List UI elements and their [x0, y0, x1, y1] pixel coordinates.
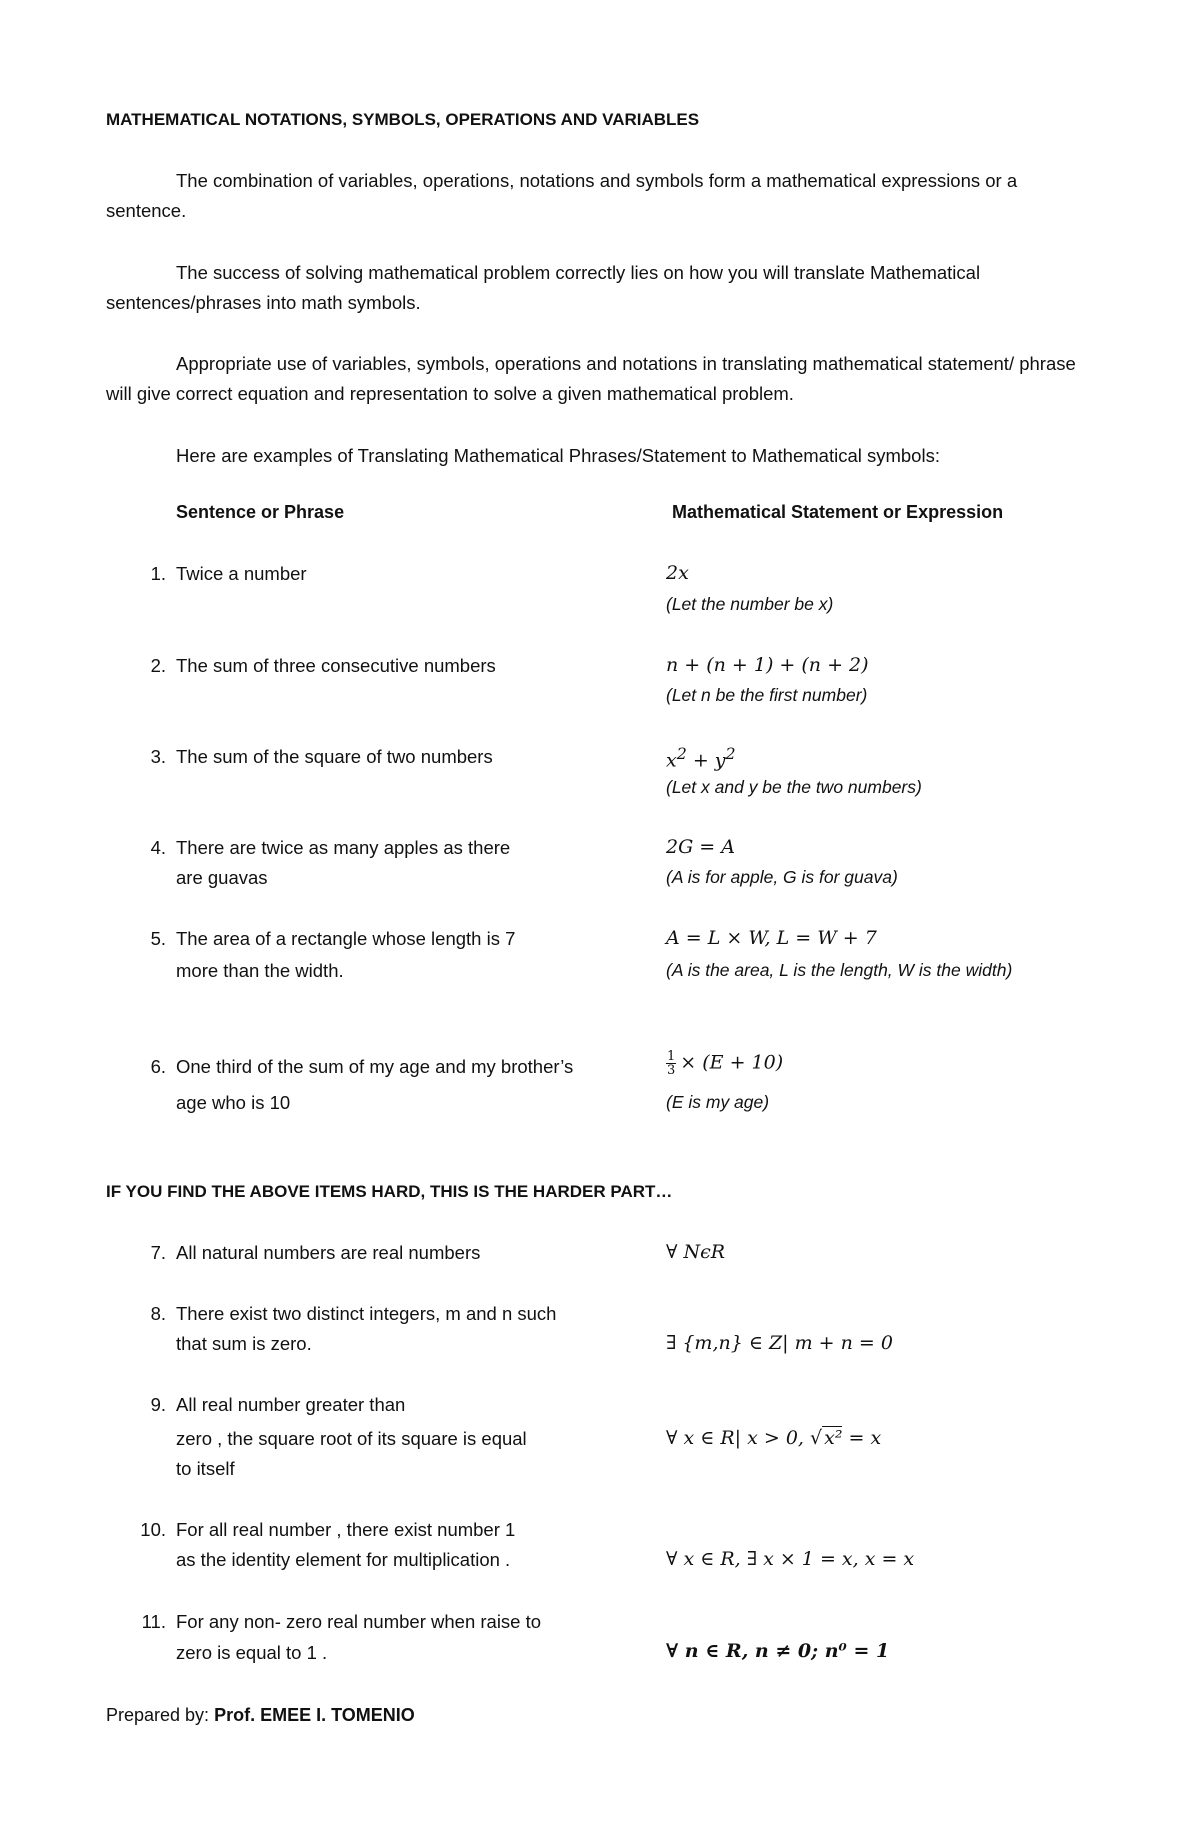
- fraction: [666, 1050, 676, 1077]
- item-sentence: One third of the sum of my age and my brother’s: [176, 1056, 574, 1077]
- item-note: (Let x and y be the two numbers): [666, 777, 922, 797]
- item-expression: n + (n + 1) + (n + 2): [666, 654, 869, 676]
- paragraph-2: The success of solving mathematical problem correctly lies on how you will translate Mathematical sentences/phrases into math symbols.: [106, 262, 981, 313]
- item-sentence: There exist two distinct integers, m and n such: [176, 1303, 557, 1324]
- item-expression: ∀ n ∈ R, n ≠ 0; n⁰ = 1: [666, 1640, 890, 1662]
- item-number: 8.: [150, 1303, 166, 1324]
- item-sentence: All natural numbers are real numbers: [176, 1242, 481, 1263]
- fraction-denominator: 3: [667, 1063, 676, 1078]
- item-sentence: are guavas: [176, 867, 268, 888]
- item-note: (E is my age): [666, 1092, 770, 1112]
- footer: [106, 1705, 415, 1726]
- item-number: 7.: [150, 1242, 166, 1263]
- item-expression: [666, 744, 736, 771]
- item-expression: [666, 1427, 881, 1449]
- item-note: (A is the area, L is the length, W is the width): [666, 960, 1013, 980]
- item-number: 9.: [150, 1394, 166, 1415]
- item-expression: A = L × W, L = W + 7: [666, 927, 877, 949]
- item-sentence: The sum of three consecutive numbers: [176, 655, 496, 676]
- item-expression: 2G = A: [666, 836, 735, 858]
- item-sentence: For all real number , there exist number 1: [176, 1519, 516, 1540]
- item-number: 6.: [150, 1056, 166, 1077]
- document-page: [106, 0, 1106, 1835]
- item-sentence: to itself: [176, 1458, 235, 1479]
- paragraph-1: The combination of variables, operations, notations and symbols form a mathematical expressions or a sentence.: [106, 170, 1018, 221]
- item-note: (Let n be the first number): [666, 685, 868, 705]
- paragraph-3: Appropriate use of variables, symbols, operations and notations in translating mathematical statement/ phrase will give correct equation and representation to solve a given mathematical problem.: [106, 353, 1076, 404]
- item-number: 3.: [150, 746, 166, 767]
- item-number: 10.: [140, 1519, 166, 1540]
- item-number: 4.: [150, 837, 166, 858]
- item-note: (A is for apple, G is for guava): [666, 867, 898, 887]
- item-sentence: Twice a number: [176, 563, 307, 584]
- item-expression: ∃ {m,n} ∈ Z| m + n = 0: [666, 1332, 893, 1354]
- expr-part: + y: [686, 749, 726, 772]
- expr-part: ∀ x ∈ R| x > 0, √: [666, 1427, 823, 1449]
- item-sentence: The area of a rectangle whose length is 7: [176, 928, 516, 949]
- item-number: 11.: [141, 1611, 166, 1632]
- column-header-sentence: Sentence or Phrase: [176, 502, 345, 522]
- item-sentence: The sum of the square of two numbers: [176, 746, 493, 767]
- paragraph-4: Here are examples of Translating Mathematical Phrases/Statement to Mathematical symbols:: [176, 445, 940, 466]
- expr-sup: 2: [676, 744, 687, 763]
- footer-label: Prepared by:: [106, 1705, 215, 1725]
- column-header-expression: Mathematical Statement or Expression: [672, 502, 1004, 522]
- item-sentence: All real number greater than: [176, 1394, 406, 1415]
- footer-author: Prof. EMEE I. TOMENIO: [214, 1705, 415, 1725]
- item-sentence: zero is equal to 1 .: [176, 1642, 328, 1663]
- expr-part: = x: [842, 1427, 882, 1449]
- item-number: 1.: [150, 563, 166, 584]
- item-expression: [666, 1050, 783, 1077]
- item-sentence: that sum is zero.: [176, 1333, 312, 1354]
- item-sentence: There are twice as many apples as there: [176, 837, 511, 858]
- expr-sup: 2: [725, 744, 736, 763]
- item-number: 2.: [150, 655, 166, 676]
- harder-heading: IF YOU FIND THE ABOVE ITEMS HARD, THIS IS THE HARDER PART…: [106, 1182, 673, 1201]
- item-expression: ∀ NϵR: [666, 1241, 726, 1263]
- expr-part: x: [666, 749, 677, 772]
- item-number: 5.: [150, 928, 166, 949]
- item-sentence: more than the width.: [176, 960, 344, 981]
- item-sentence: zero , the square root of its square is equal: [176, 1428, 527, 1449]
- item-sentence: as the identity element for multiplication .: [176, 1549, 511, 1570]
- item-expression: 2x: [666, 562, 689, 584]
- fraction-numerator: 1: [667, 1049, 676, 1064]
- item-sentence: For any non- zero real number when raise to: [176, 1611, 542, 1632]
- item-note: (Let the number be x): [666, 594, 834, 614]
- expr-part: × (E + 10): [680, 1051, 784, 1074]
- radicand: x²: [824, 1427, 843, 1449]
- document-title: MATHEMATICAL NOTATIONS, SYMBOLS, OPERATIONS AND VARIABLES: [106, 110, 700, 129]
- item-sentence: age who is 10: [176, 1092, 291, 1113]
- item-expression: ∀ x ∈ R, ∃ x × 1 = x, x = x: [666, 1548, 915, 1570]
